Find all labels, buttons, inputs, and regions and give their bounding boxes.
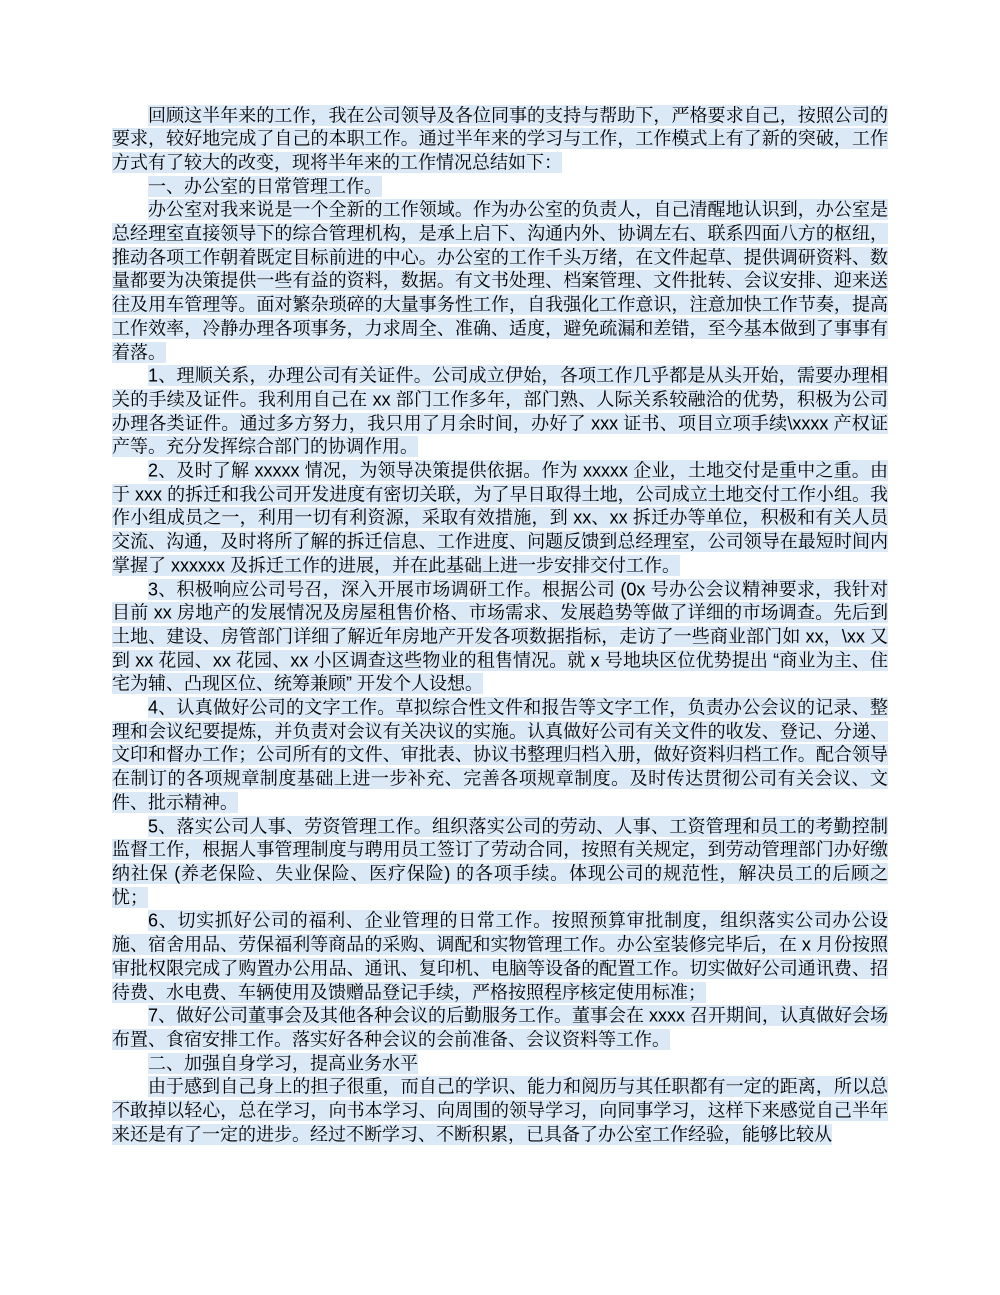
highlighted-text: 1、理顺关系，办理公司有关证件。公司成立伊始，各项工作几乎都是从头开始，需要办理相关的手续及证件。我利用自己在 xx 部门工作多年，部门熟、人际关系较融洽的优势，积极为公司办理各类证件。通过多方努力，我只用了月余时间，办好了 xxx 证书、项目立项手续\xxxx 产权证产等。充分发挥综合部门的协调作用。 xyxy=(112,365,888,457)
paragraph-item-2 xyxy=(112,460,888,579)
paragraph-item-3 xyxy=(112,578,888,697)
paragraph-item-7 xyxy=(112,1005,888,1052)
paragraph-item-5 xyxy=(112,815,888,910)
highlighted-text: 由于感到自己身上的担子很重，而自己的学识、能力和阅历与其任职都有一定的距离，所以总不敢掉以轻心，总在学习，向书本学习、向周围的领导学习，向同事学习，这样下来感觉自己半年来还是有了一定的进步。经过不断学习、不断积累，已具备了办公室工作经验，能够比较从 xyxy=(112,1076,888,1145)
paragraph-section1-overview xyxy=(112,199,888,365)
highlighted-text: 二、加强自身学习，提高业务水平 xyxy=(148,1053,418,1074)
paragraph-item-6 xyxy=(112,910,888,1005)
paragraph-section1-heading xyxy=(112,175,888,199)
document-body xyxy=(112,104,888,1147)
highlighted-text: 办公室对我来说是一个全新的工作领域。作为办公室的负责人，自己清醒地认识到，办公室是总经理室直接领导下的综合管理机构，是承上启下、沟通内外、协调左右、联系四面八方的枢纽，推动各项工作朝着既定目标前进的中心。办公室的工作千头万绪，在文件起草、提供调研资料、数量都要为决策提供一些有益的资料，数据。有文书处理、档案管理、文件批转、会议安排、迎来送往及用车管理等。面对繁杂琐碎的大量事务性工作，自我强化工作意识，注意加快工作节奏，提高工作效率，冷静办理各项事务，力求周全、准确、适度，避免疏漏和差错，至今基本做到了事事有着落。 xyxy=(112,199,888,363)
highlighted-text: 7、做好公司董事会及其他各种会议的后勤服务工作。董事会在 xxxx 召开期间，认真做好会场布置、食宿安排工作。落实好各种会议的会前准备、会议资料等工作。 xyxy=(112,1005,889,1050)
highlighted-text: 3、积极响应公司号召，深入开展市场调研工作。根据公司 (0x 号办公会议精神要求，我针对目前 xx 房地产的发展情况及房屋租售价格、市场需求、发展趋势等做了详细的市场调查。先后到土地、建设、房管部门详细了解近年房地产开发各项数据指标，走访了一些商业部门如 xx，\xx 又到 xx 花园、xx 花园、xx 小区调查这些物业的租售情况。就 x 号地块区位优势提出 “商业为主、住宅为辅、凸现区位、统筹兼顾” 开发个人设想。 xyxy=(112,579,888,694)
paragraph-item-4 xyxy=(112,697,888,816)
paragraph-item-1 xyxy=(112,365,888,460)
highlighted-text: 回顾这半年来的工作，我在公司领导及各位同事的支持与帮助下，严格要求自己，按照公司的要求，较好地完成了自己的本职工作。通过半年来的学习与工作，工作模式上有了新的突破，工作方式有了较大的改变，现将半年来的工作情况总结如下： xyxy=(112,105,888,173)
highlighted-text: 5、落实公司人事、劳资管理工作。组织落实公司的劳动、人事、工资管理和员工的考勤控制监督工作，根据人事管理制度与聘用员工签订了劳动合同，按照有关规定，到劳动管理部门办好缴纳社保 (养老保险、失业保险、医疗保险) 的各项手续。体现公司的规范性，解决员工的后顾之忧； xyxy=(112,816,888,908)
paragraph-section2-heading xyxy=(112,1052,888,1076)
highlighted-text: 一、办公室的日常管理工作。 xyxy=(148,176,382,197)
paragraph-intro xyxy=(112,104,888,175)
paragraph-section2-body xyxy=(112,1076,888,1147)
highlighted-text: 2、及时了解 xxxxx 情况，为领导决策提供依据。作为 xxxxx 企业，土地交付是重中之重。由于 xxx 的拆迁和我公司开发进度有密切关联，为了早日取得土地，公司成立土地交付工作小组。我作小组成员之一，利用一切有利资源，采取有效措施，到 xx、xx 拆迁办等单位，积极和有关人员交流、沟通，及时将所了解的拆迁信息、工作进度、问题反馈到总经理室，公司领导在最短时间内掌握了 xxxxxx 及拆迁工作的进展，并在此基础上进一步安排交付工作。 xyxy=(112,460,888,576)
highlighted-text: 4、认真做好公司的文字工作。草拟综合性文件和报告等文字工作，负责办公会议的记录、整理和会议纪要提炼，并负责对会议有关决议的实施。认真做好公司有关文件的收发、登记、分递、文印和督办工作；公司所有的文件、审批表、协议书整理归档入册，做好资料归档工作。配合领导在制订的各项规章制度基础上进一步补充、完善各项规章制度。及时传达贯彻公司有关会议、文件、批示精神。 xyxy=(112,697,888,813)
highlighted-text: 6、切实抓好公司的福利、企业管理的日常工作。按照预算审批制度，组织落实公司办公设施、宿舍用品、劳保福利等商品的采购、调配和实物管理工作。办公室装修完毕后，在 x 月份按照审批权限完成了购置办公用品、通讯、复印机、电脑等设备的配置工作。切实做好公司通讯费、招待费、水电费、车辆使用及馈赠品登记手续，严格按照程序核定使用标准； xyxy=(112,910,888,1003)
